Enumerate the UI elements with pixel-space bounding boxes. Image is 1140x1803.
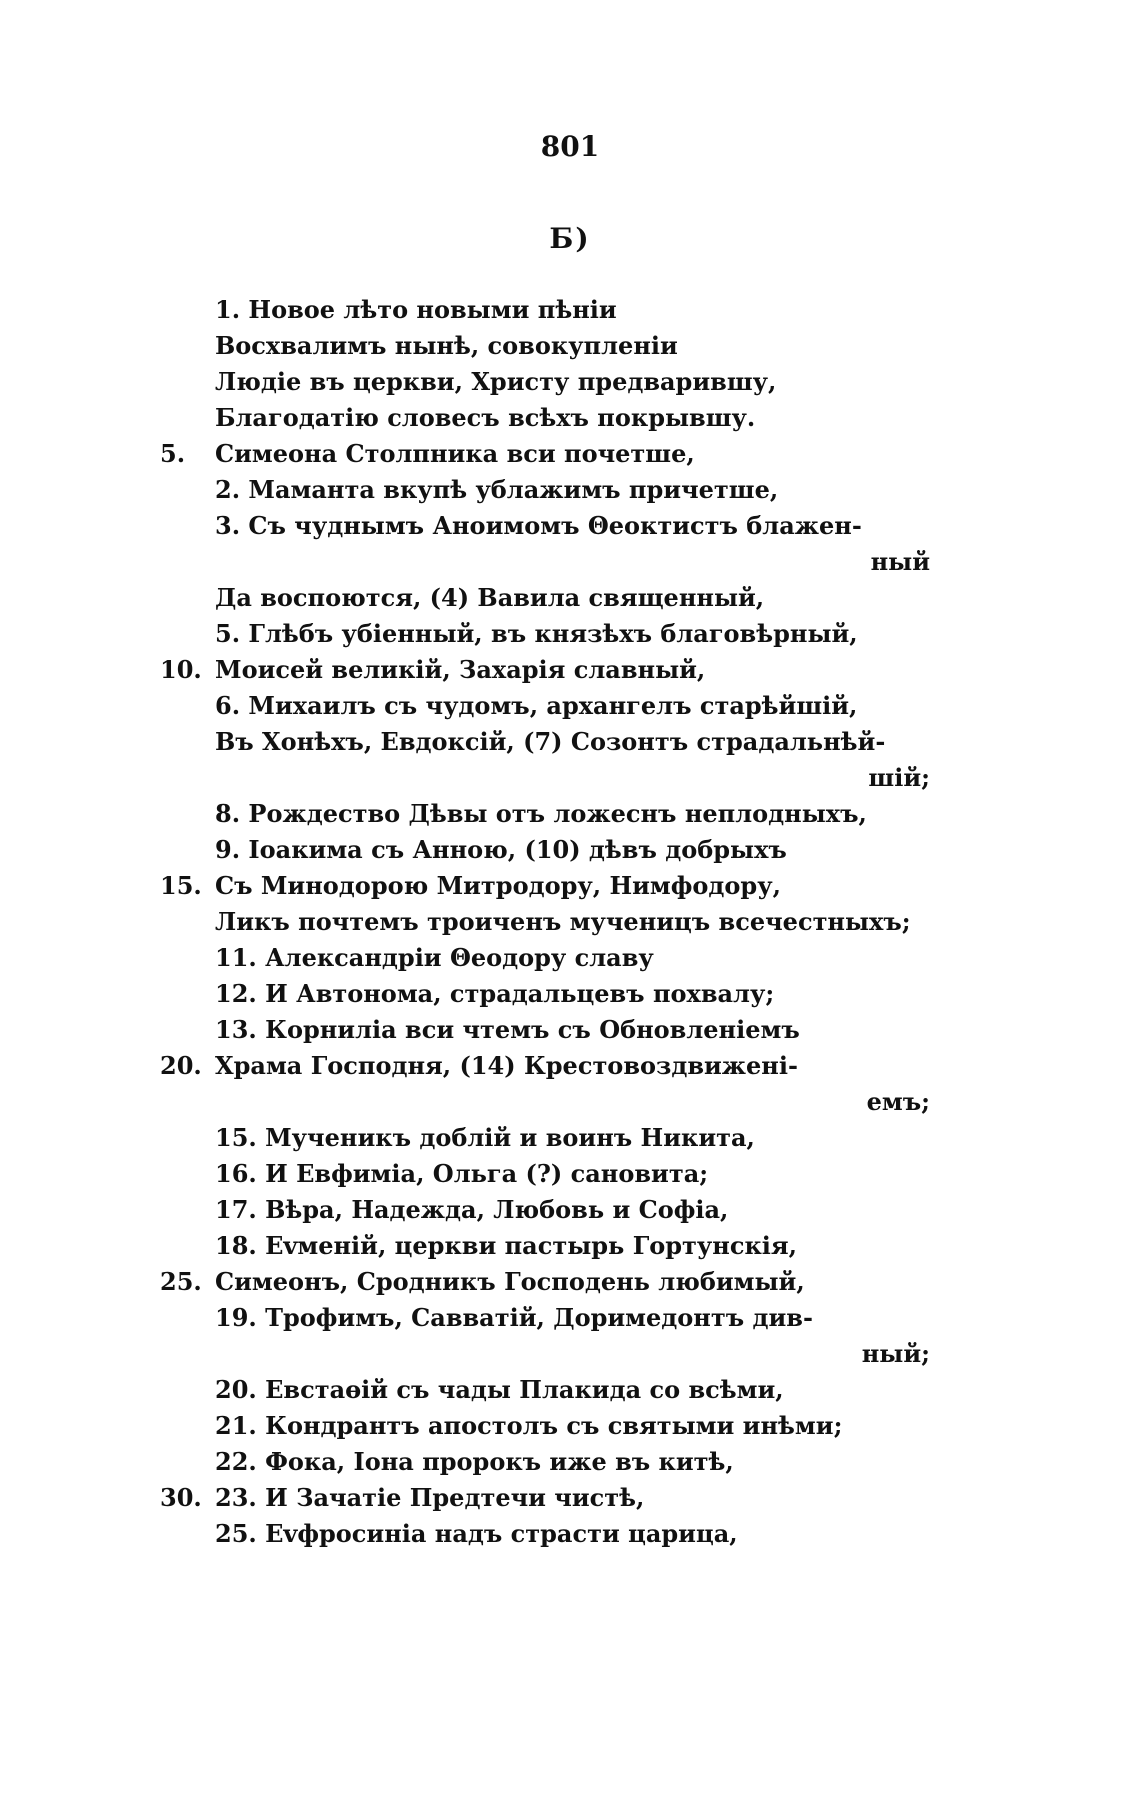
verse-number: 30. (160, 1483, 202, 1512)
line-text: Моисей великій, Захарія славный, (215, 655, 706, 684)
line-text: ный; (861, 1339, 930, 1368)
poem-line (0, 403, 1140, 439)
poem-line (0, 475, 1140, 511)
poem-line (0, 1195, 1140, 1231)
line-text: шій; (868, 763, 930, 792)
poem-line-continuation (0, 1339, 1140, 1375)
poem-line (0, 1483, 1140, 1519)
line-text: 5. Глѣбъ убіенный, въ князѣхъ благовѣрный, (215, 619, 858, 648)
line-text: 2. Маманта вкупѣ ублажимъ причетше, (215, 475, 779, 504)
line-text: емъ; (866, 1087, 930, 1116)
line-text: 25. Еvфросиніа надъ страсти царица, (215, 1519, 738, 1548)
poem-line (0, 1123, 1140, 1159)
poem-line (0, 511, 1140, 547)
line-text: 1. Новое лѣто новыми пѣніи (215, 295, 617, 324)
verse-number: 25. (160, 1267, 202, 1296)
poem-text (0, 295, 1140, 1555)
poem-line (0, 1051, 1140, 1087)
line-text: Съ Минодорою Митродору, Нимфодору, (215, 871, 781, 900)
poem-line (0, 1447, 1140, 1483)
line-text: 16. И Евфиміа, Ольга (?) сановита; (215, 1159, 709, 1188)
line-text: Храма Господня, (14) Крестовоздвиженi- (215, 1051, 798, 1080)
line-text: 8. Рождество Дѣвы отъ ложеснъ неплодныхъ, (215, 799, 867, 828)
poem-line (0, 727, 1140, 763)
poem-line-continuation (0, 1087, 1140, 1123)
section-label: Б) (549, 222, 591, 255)
poem-line (0, 1015, 1140, 1051)
line-text: 11. Александріи Θеодору славу (215, 943, 654, 972)
line-text: Симеона Столпника вси почетше, (215, 439, 695, 468)
poem-line (0, 835, 1140, 871)
line-text: 19. Трофимъ, Савватій, Доримедонтъ див- (215, 1303, 813, 1332)
poem-line (0, 1375, 1140, 1411)
poem-line (0, 1303, 1140, 1339)
poem-line (0, 655, 1140, 691)
poem-line (0, 691, 1140, 727)
poem-line (0, 1519, 1140, 1555)
poem-line (0, 619, 1140, 655)
line-text: 13. Корниліа вси чтемъ съ Обновленіемъ (215, 1015, 800, 1044)
line-text: ный (870, 547, 930, 576)
poem-line (0, 799, 1140, 835)
line-text: 12. И Автонома, страдальцевъ похвалу; (215, 979, 775, 1008)
poem-line (0, 1159, 1140, 1195)
poem-line (0, 367, 1140, 403)
line-text: Людіе въ церкви, Христу предварившу, (215, 367, 777, 396)
line-text: 22. Фока, Іона пророкъ иже въ китѣ, (215, 1447, 734, 1476)
poem-line-continuation (0, 763, 1140, 799)
line-text: 6. Михаилъ съ чудомъ, архангелъ старѣйшій, (215, 691, 858, 720)
poem-line (0, 907, 1140, 943)
line-text: Восхвалимъ нынѣ, совокупленіи (215, 331, 678, 360)
verse-number: 5. (160, 439, 186, 468)
line-text: 23. И Зачатіе Предтечи чистѣ, (215, 1483, 645, 1512)
line-text: Ликъ почтемъ троиченъ мученицъ всечестныхъ; (215, 907, 911, 936)
poem-line (0, 331, 1140, 367)
line-text: 21. Кондрантъ апостолъ съ святыми инѣми; (215, 1411, 843, 1440)
line-text: 18. Еvменій, церкви пастырь Гортунскія, (215, 1231, 797, 1260)
poem-line-continuation (0, 547, 1140, 583)
poem-line (0, 439, 1140, 475)
page-number: 801 (540, 130, 600, 163)
line-text: Симеонъ, Сродникъ Господень любимый, (215, 1267, 805, 1296)
line-text: Въ Хонѣхъ, Евдоксій, (7) Созонтъ страдальнѣй- (215, 727, 886, 756)
poem-line (0, 871, 1140, 907)
line-text: Да воспоются, (4) Вавила священный, (215, 583, 765, 612)
poem-line (0, 943, 1140, 979)
poem-line (0, 1411, 1140, 1447)
poem-line (0, 1231, 1140, 1267)
poem-line (0, 1267, 1140, 1303)
line-text: 3. Съ чуднымъ Аноимомъ Θеоктистъ блажен- (215, 511, 862, 540)
line-text: 17. Вѣра, Надежда, Любовь и Софіа, (215, 1195, 729, 1224)
poem-line (0, 979, 1140, 1015)
verse-number: 20. (160, 1051, 202, 1080)
line-text: 20. Евстаөій съ чады Плакида со всѣми, (215, 1375, 784, 1404)
line-text: 9. Іоакима съ Анною, (10) дѣвъ добрыхъ (215, 835, 787, 864)
verse-number: 15. (160, 871, 202, 900)
line-text: Благодатію словесъ всѣхъ покрывшу. (215, 403, 756, 432)
poem-line (0, 295, 1140, 331)
verse-number: 10. (160, 655, 202, 684)
poem-line (0, 583, 1140, 619)
line-text: 15. Мученикъ доблій и воинъ Никита, (215, 1123, 755, 1152)
